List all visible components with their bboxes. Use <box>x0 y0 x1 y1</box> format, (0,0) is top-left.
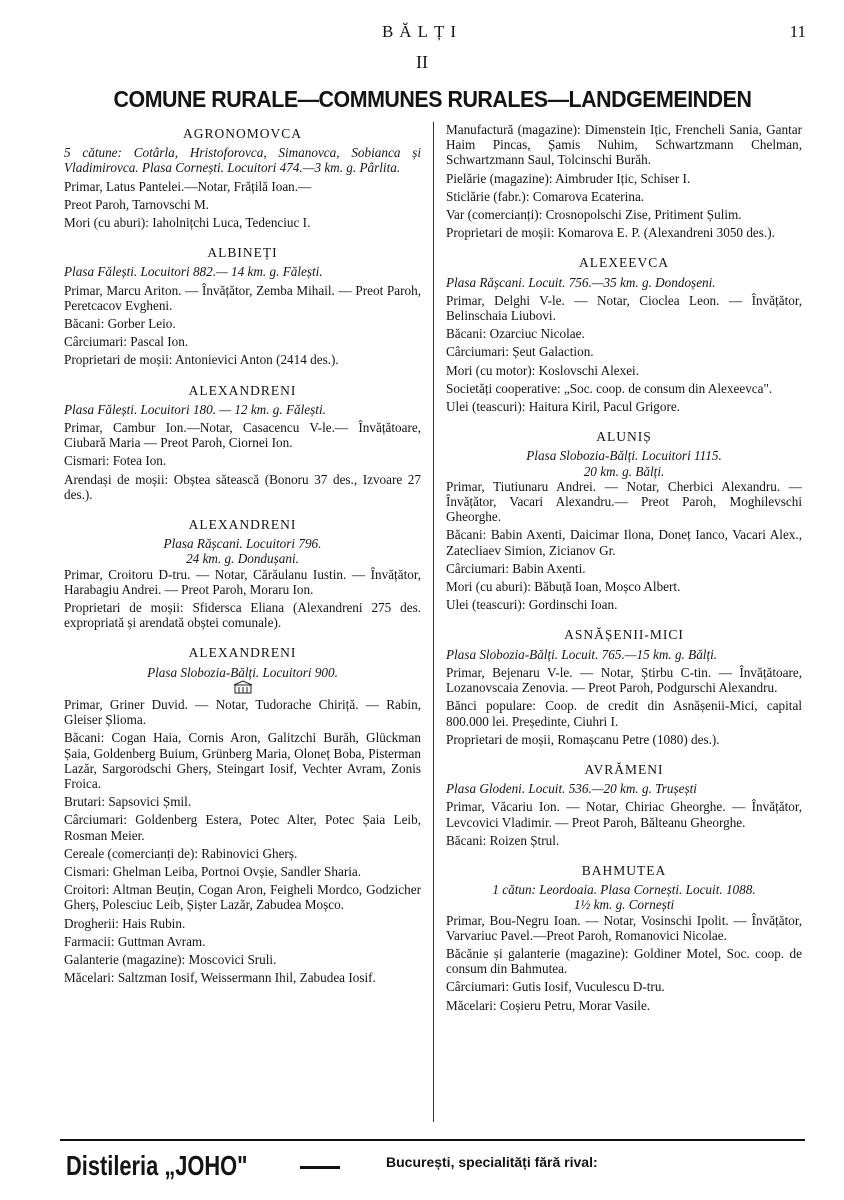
entry-text: Var (comercianți): Crosnopolschi Zise, Pritiment Șulim. <box>446 207 742 223</box>
entry-text: Băcani: Cogan Haia, Cornis Aron, Galitzchi Burăh, Glückman Șaia, Goldenberg Buium, Grünberg Maria, Oloneț Boba, Pisterman Lazăr, Sargorodschi Gherș, Steingart Iosif, Vechter Avram, Zonis Froica. <box>64 730 421 791</box>
entry-text: Croitori: Altman Beuțin, Cogan Aron, Feigheli Mordco, Godzicher Gherș, Polesciuc Leib, Șișter Lazăr, Zabudea Moșco. <box>64 882 421 913</box>
entry-text: Primar, Griner Duvid. — Notar, Tudorache Chiriță. — Rabin, Gleiser Șlioma. <box>64 696 421 728</box>
entry-subtitle: Plasa Slobozia-Bălți. Locuitori 1115. <box>526 448 722 464</box>
village-heading: ALUNIȘ <box>596 429 652 445</box>
entry-text: Primar, Văcariu Ion. — Notar, Chiriac Gheorghe. — Învățător, Levcovici Vladimir. — Preot Paroh, Bălteanu Gheorghe. <box>446 799 802 830</box>
column-divider <box>433 122 434 1122</box>
entry-text: Ulei (teascuri): Gordinschi Ioan. <box>446 597 618 613</box>
entry-text: Primar, Latus Pantelei.—Notar, Frățilă Ioan.— <box>64 178 312 194</box>
page-title: COMUNE RURALE—COMMUNES RURALES—LANDGEMEINDEN <box>113 86 752 112</box>
village-heading: ASNĂȘENII-MICI <box>564 627 684 643</box>
entry-text: Cârciumari: Gutis Iosif, Vuculescu D-tru. <box>446 979 665 995</box>
entry-text: Plasa Slobozia-Bălți. Locuit. 765.—15 km. g. Bălți. <box>446 646 718 662</box>
entry-text: Băcani: Ozarciuc Nicolae. <box>446 326 585 342</box>
entry-text: Galanterie (magazine): Moscovici Sruli. <box>64 951 277 967</box>
section-number: II <box>416 52 428 72</box>
entry-text: Proprietari de moșii: Antonievici Anton (2414 des.). <box>64 352 339 368</box>
synagogue-icon <box>64 680 421 694</box>
entry-text: Arendași de moșii: Obștea sătească (Bonoru 37 des., Izvoare 27 des.). <box>64 471 421 502</box>
entry-subtitle: 20 km. g. Bălți. <box>583 463 665 479</box>
entry-text: Ulei (teascuri): Haitura Kiril, Pacul Grigore. <box>446 399 680 415</box>
village-heading: ALEXANDRENI <box>188 645 297 661</box>
entry-text: Cârciumari: Pascal Ion. <box>64 334 189 350</box>
village-heading: ALEXANDRENI <box>188 517 297 533</box>
advertisement-tagline: București, specialități fără rival: <box>386 1154 598 1170</box>
entry-subtitle: 1 cătun: Leordoaia. Plasa Cornești. Locuit. 1088. <box>492 882 756 898</box>
entry-text: Drogherii: Hais Rubin. <box>64 915 186 931</box>
entry-subtitle: 1½ km. g. Cornești <box>573 897 675 913</box>
entry-text: Cismari: Fotea Ion. <box>64 453 167 469</box>
entry-text: Băcănie și galanterie (magazine): Goldiner Motel, Soc. coop. de consum din Bahmutea. <box>446 945 802 977</box>
entry-text: Manufactură (magazine): Dimenstein Ițic, Frencheli Sania, Gantar Haim Pincas, Șamis Nuhim, Schwartzmann Chelman, Schwartzmann Saul, Tolcinschi Burăh. <box>446 122 802 168</box>
entry-text: Proprietari de moșii: Sfidersca Eliana (Alexandreni 275 des. expropriată și arendată obștei comunale). <box>64 600 421 631</box>
entry-text: Măcelari: Coșieru Petru, Morar Vasile. <box>446 997 651 1013</box>
entry-text: Mori (cu aburi): Băbuță Ioan, Moșco Albert. <box>446 579 681 595</box>
entry-text: Plasa Rășcani. Locuit. 756.—35 km. g. Dondoșeni. <box>446 274 716 290</box>
entry-text: Cârciumari: Goldenberg Estera, Potec Alter, Potec Șaia Leib, Rosman Meier. <box>64 812 421 843</box>
entry-text: Mori (cu aburi): Iaholnițchi Luca, Tedenciuc I. <box>64 215 311 231</box>
entry-text: Primar, Cambur Ion.—Notar, Casacencu V-le.— Învățătoare, Ciubară Maria — Preot Paroh, Ciornei Ion. <box>64 420 421 451</box>
entry-text: Primar, Delghi V-le. — Notar, Cioclea Leon. — Învățător, Belinschaia Liubovi. <box>446 292 802 324</box>
village-heading: ALEXEEVCA <box>579 255 669 271</box>
entry-text: Cârciumari: Babin Axenti. <box>446 560 586 576</box>
entry-text: Plasa Glodeni. Locuit. 536.—20 km. g. Trușești <box>446 781 697 797</box>
left-column <box>64 122 421 988</box>
footer-rule <box>60 1139 805 1141</box>
entry-text: Societăți cooperative: „Soc. coop. de consum din Alexeevca". <box>446 380 773 396</box>
entry-text: Mori (cu motor): Koslovschi Alexei. <box>446 362 640 378</box>
entry-text: Primar, Bejenaru V-le. — Notar, Știrbu C-tin. — Învățătoare, Lozanovscaia Zenovia. — Preot Paroh, Podgurschi Alexandru. <box>446 664 802 696</box>
entry-text: Bănci populare: Coop. de credit din Asnășenii-Mici, capital 800.000 lei. Președinte, Ciuhri I. <box>446 698 802 729</box>
entry-subtitle: Plasa Slobozia-Bălți. Locuitori 900. <box>147 664 338 680</box>
village-heading: ALBINEȚI <box>207 245 278 261</box>
advertisement-brand: Distileria „JOHO" <box>66 1150 248 1181</box>
entry-text: Preot Paroh, Tarnovschi M. <box>64 196 209 212</box>
entry-text: Plasa Fălești. Locuitori 180. — 12 km. g. Fălești. <box>64 401 326 417</box>
entry-text: Băcani: Gorber Leio. <box>64 316 176 332</box>
entry-text: Pielărie (magazine): Aimbruder Ițic, Schiser I. <box>446 170 691 186</box>
entry-text: Cârciumari: Șeut Galaction. <box>446 344 594 360</box>
entry-text: Cereale (comercianți de): Rabinovici Gherș. <box>64 845 298 861</box>
entry-text: Primar, Tiutiunaru Andrei. — Notar, Cherbici Alexandru. — Învățător, Vacari Alexandru.— Preot Paroh, Moghilevschi Gheorghe. <box>446 478 802 525</box>
entry-text: Brutari: Sapsovici Șmil. <box>64 794 192 810</box>
village-heading: AGRONOMOVCA <box>182 126 302 141</box>
entry-text: Măcelari: Saltzman Iosif, Weissermann Ihil, Zabudea Iosif. <box>64 970 376 986</box>
entry-text: Plasa Fălești. Locuitori 882.— 14 km. g. Fălești. <box>64 264 323 280</box>
entry-text: Proprietari de moșii, Romașcanu Petre (1080) des.). <box>446 731 720 747</box>
entry-subtitle: Plasa Rășcani. Locuitori 796. <box>163 536 322 552</box>
entry-text: Sticlărie (fabr.): Comarova Ecaterina. <box>446 188 645 204</box>
village-heading: BAHMUTEA <box>581 862 667 878</box>
entry-text: Băcani: Roizen Ștrul. <box>446 832 560 848</box>
entry-text: Primar, Bou-Negru Ioan. — Notar, Vosinschi Ipolit. — Învățător, Varvariuc Pavel.—Preot Paroh, Romanovici Nicolae. <box>446 912 802 943</box>
entry-text: 5 cătune: Cotârla, Hristoforovca, Simanovca, Sobianca și Vladimirovca. Plasa Cornești. Locuitori 474.—3 km. g. Pârlita. <box>64 145 421 176</box>
entry-subtitle: 24 km. g. Dondușani. <box>186 551 299 567</box>
advertisement-dash <box>300 1166 340 1169</box>
entry-text: Proprietari de moșii: Komarova E. P. (Alexandreni 3050 des.). <box>446 225 775 241</box>
right-column <box>446 122 802 1016</box>
entry-text: Primar, Croitoru D-tru. — Notar, Cărăulanu Iustin. — Învățător, Harabagiu Andrei. — Preot Paroh, Moraru Ion. <box>64 566 421 597</box>
entry-text: Primar, Marcu Ariton. — Învățător, Zemba Mihail. — Preot Paroh, Peretcacov Evgheni. <box>64 282 421 313</box>
entry-text: Farmacii: Guttman Avram. <box>64 933 206 949</box>
entry-text: Băcani: Babin Axenti, Daicimar Ilona, Doneț Ianco, Vacari Alex., Zatecliaev Simion, Zicianov Gr. <box>446 527 802 558</box>
entry-text: Cismari: Ghelman Leiba, Portnoi Ovșie, Sandler Sharia. <box>64 863 362 879</box>
page-number: 11 <box>789 22 806 41</box>
village-heading: AVRĂMENI <box>584 761 664 777</box>
running-head: BĂLȚI <box>381 22 463 41</box>
village-heading: ALEXANDRENI <box>188 382 297 398</box>
